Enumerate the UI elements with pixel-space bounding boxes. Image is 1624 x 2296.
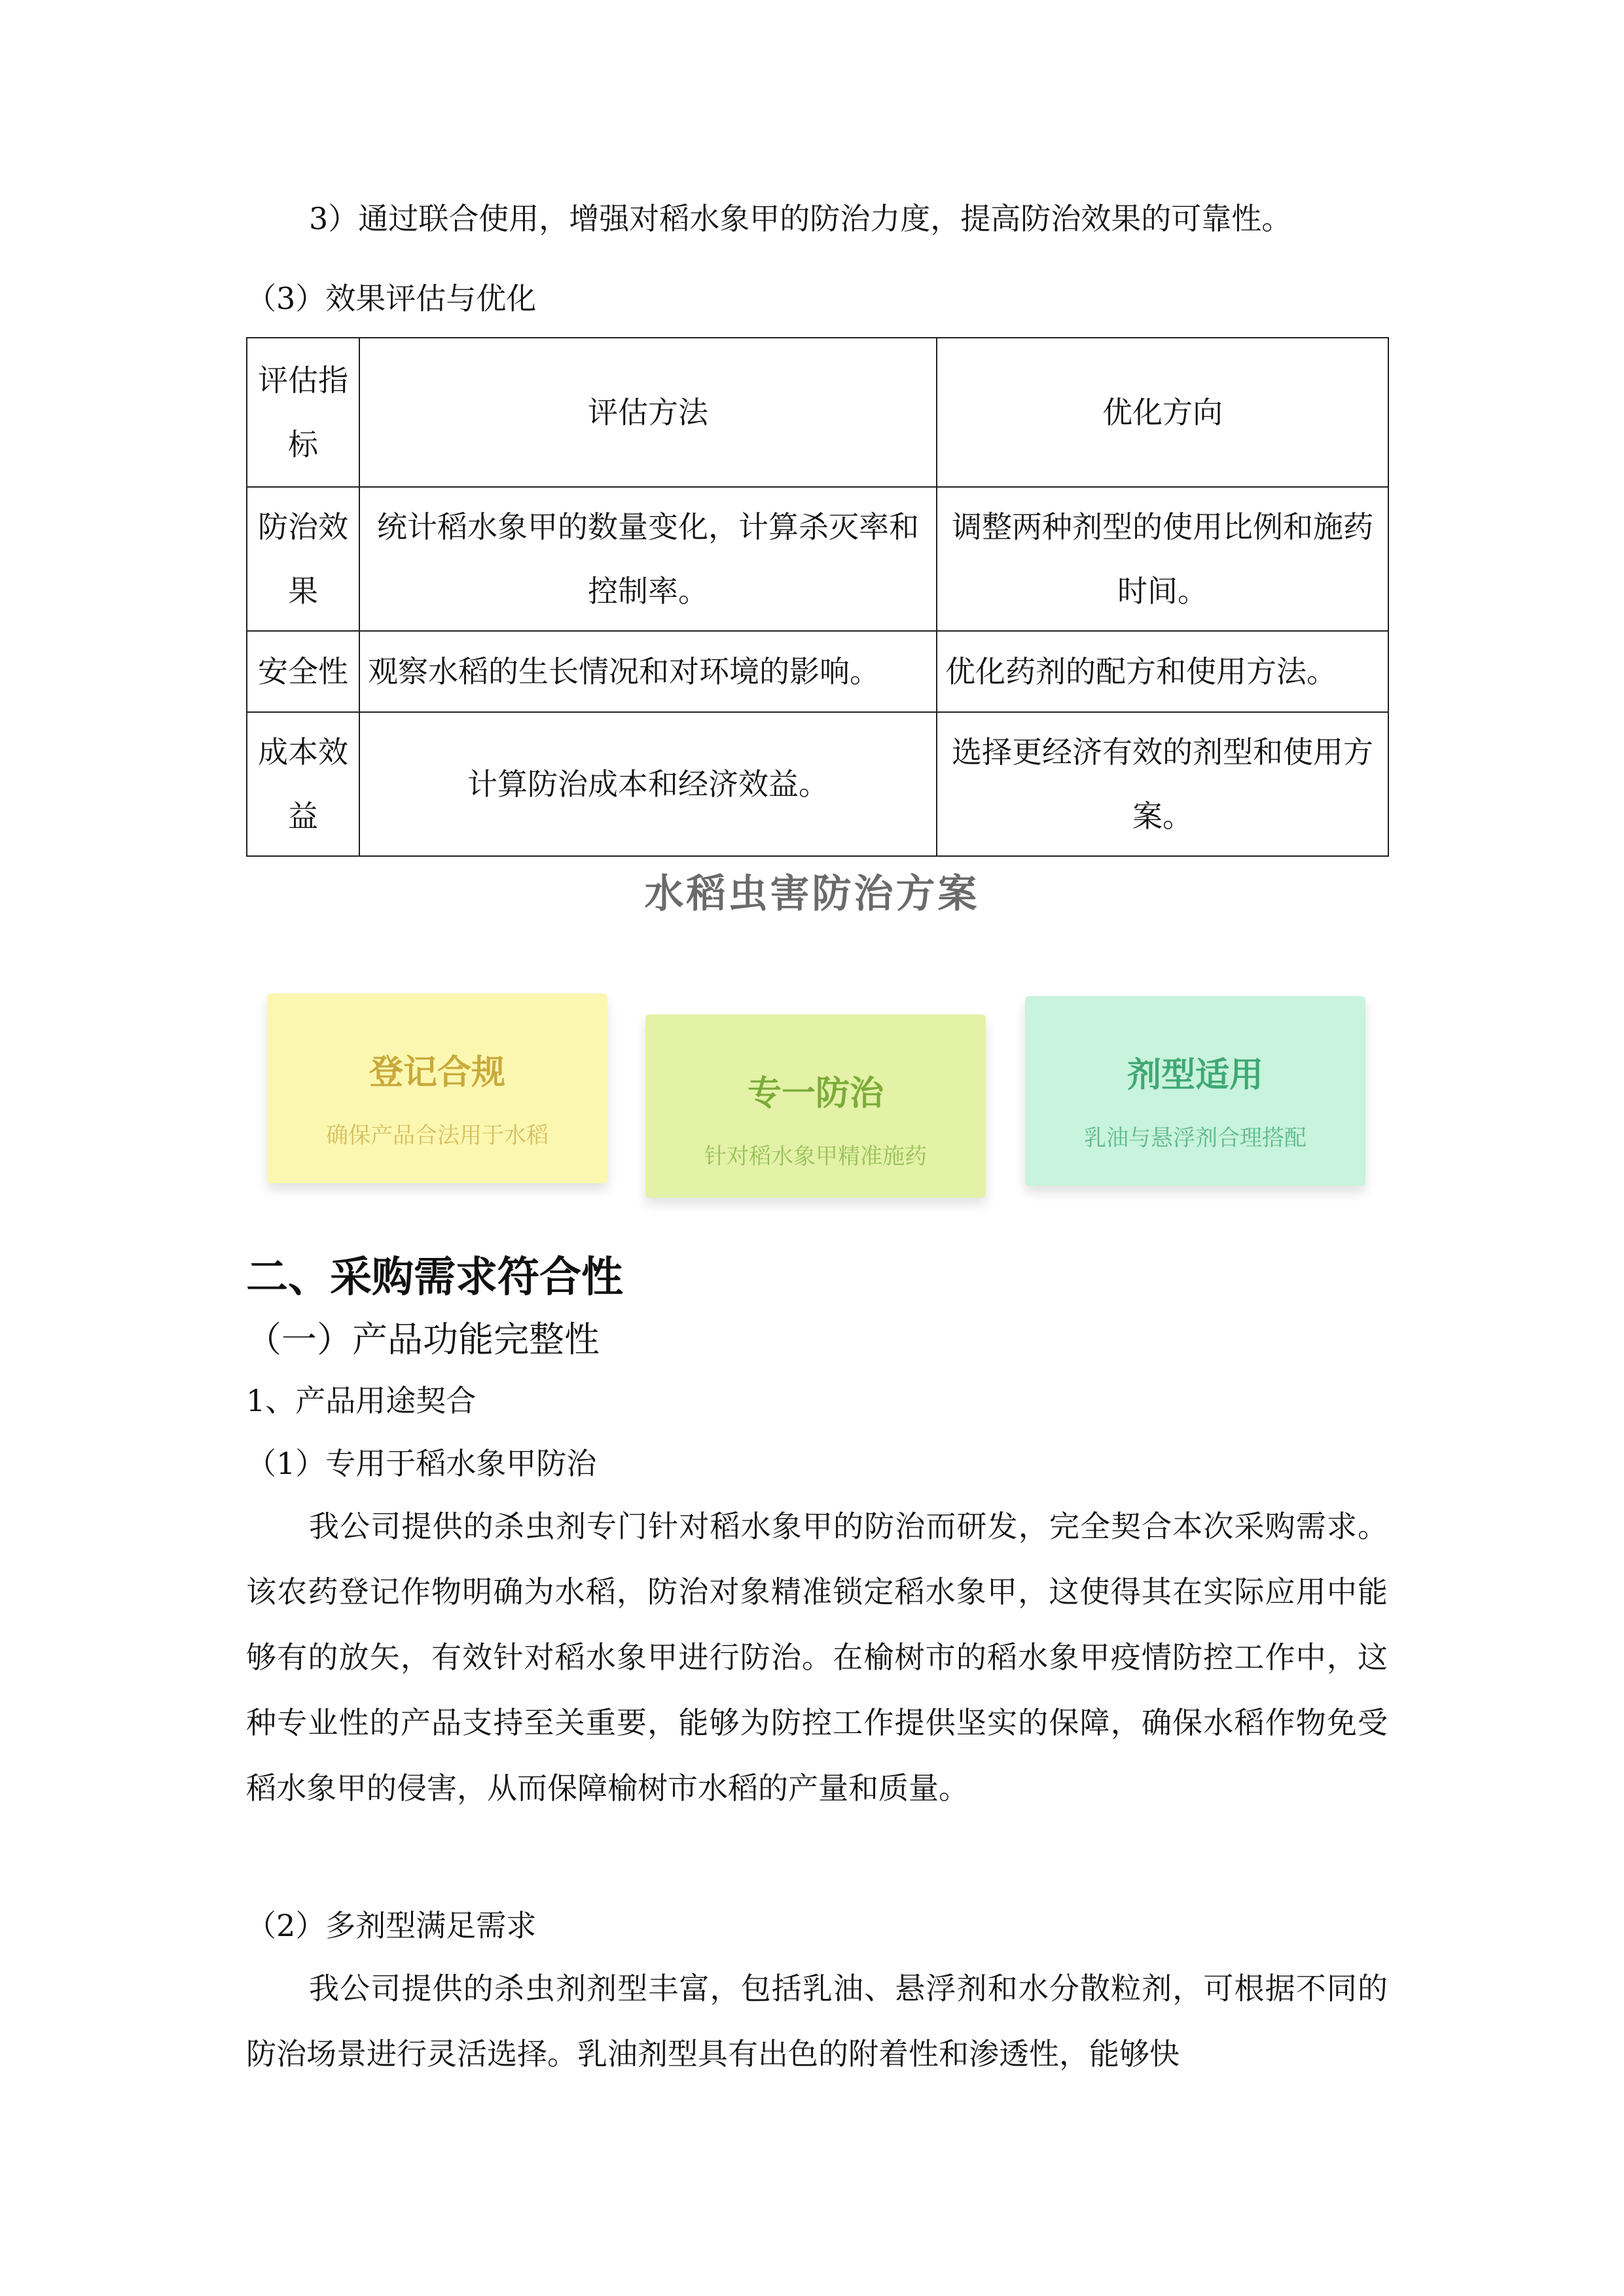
table-cell: 成本效益 — [247, 712, 359, 856]
item-1-heading: （1）专用于稻水象甲防治 — [246, 1446, 597, 1481]
table-row — [247, 712, 1388, 856]
card-subtitle: 确保产品合法用于水稻 — [326, 1122, 549, 1149]
card-formulation-fit — [1025, 996, 1365, 1186]
header-cell: 评估方法 — [359, 338, 937, 487]
item-1-body: 我公司提供的杀虫剂专门针对稻水象甲的防治而研发，完全契合本次采购需求。该农药登记作物明确为水稻，防治对象精准锁定稻水象甲，这使得其在实际应用中能够有的放矢，有效针对稻水象甲进行防治。在榆树市的稻水象甲疫情防控工作中，这种专业性的产品支持至关重要，能够为防控工作提供坚实的保障，确保水稻作物免受稻水象甲的侵害，从而保障榆树市水稻的产量和质量。 — [246, 1509, 1388, 1806]
chapter-heading: 二、采购需求符合性 — [246, 1253, 623, 1302]
card-subtitle: 针对稻水象甲精准施药 — [704, 1143, 927, 1170]
table-cell: 优化药剂的配方和使用方法。 — [937, 631, 1388, 712]
section-heading: （一）产品功能完整性 — [246, 1319, 600, 1360]
table-cell: 计算防治成本和经济效益。 — [359, 712, 937, 856]
table-row — [247, 487, 1388, 631]
card-registration-compliance — [267, 994, 607, 1183]
eval-table — [246, 337, 1389, 857]
item-2-body: 我公司提供的杀虫剂剂型丰富，包括乳油、悬浮剂和水分散粒剂，可根据不同的防治场景进行灵活选择。乳油剂型具有出色的附着性和渗透性，能够快 — [246, 1971, 1388, 2072]
card-title: 专一防治 — [747, 1074, 884, 1113]
card-title: 剂型适用 — [1127, 1056, 1263, 1095]
table-cell: 安全性 — [247, 631, 359, 712]
card-targeted-control — [645, 1014, 986, 1198]
table-cell: 统计稻水象甲的数量变化，计算杀灭率和控制率。 — [359, 487, 937, 631]
table-cell: 观察水稻的生长情况和对环境的影响。 — [359, 631, 937, 712]
table-cell: 防治效果 — [247, 487, 359, 631]
section-eval-heading: （3）效果评估与优化 — [246, 281, 537, 316]
item-2-heading: （2）多剂型满足需求 — [246, 1908, 537, 1943]
card-subtitle: 乳油与悬浮剂合理搭配 — [1084, 1125, 1307, 1151]
header-cell: 优化方向 — [937, 338, 1388, 487]
table-header-row — [247, 338, 1388, 487]
header-cell: 评估指标 — [247, 338, 359, 487]
table-cell: 调整两种剂型的使用比例和施药时间。 — [937, 487, 1388, 631]
table-row — [247, 631, 1388, 712]
figure-title: 水稻虫害防治方案 — [644, 871, 980, 917]
sub-heading-1: 1、产品用途契合 — [246, 1383, 477, 1418]
card-title: 登记合规 — [369, 1053, 505, 1092]
intro-point: 3）通过联合使用，增强对稻水象甲的防治力度，提高防治效果的可靠性。 — [309, 201, 1292, 236]
table-cell: 选择更经济有效的剂型和使用方案。 — [937, 712, 1388, 856]
